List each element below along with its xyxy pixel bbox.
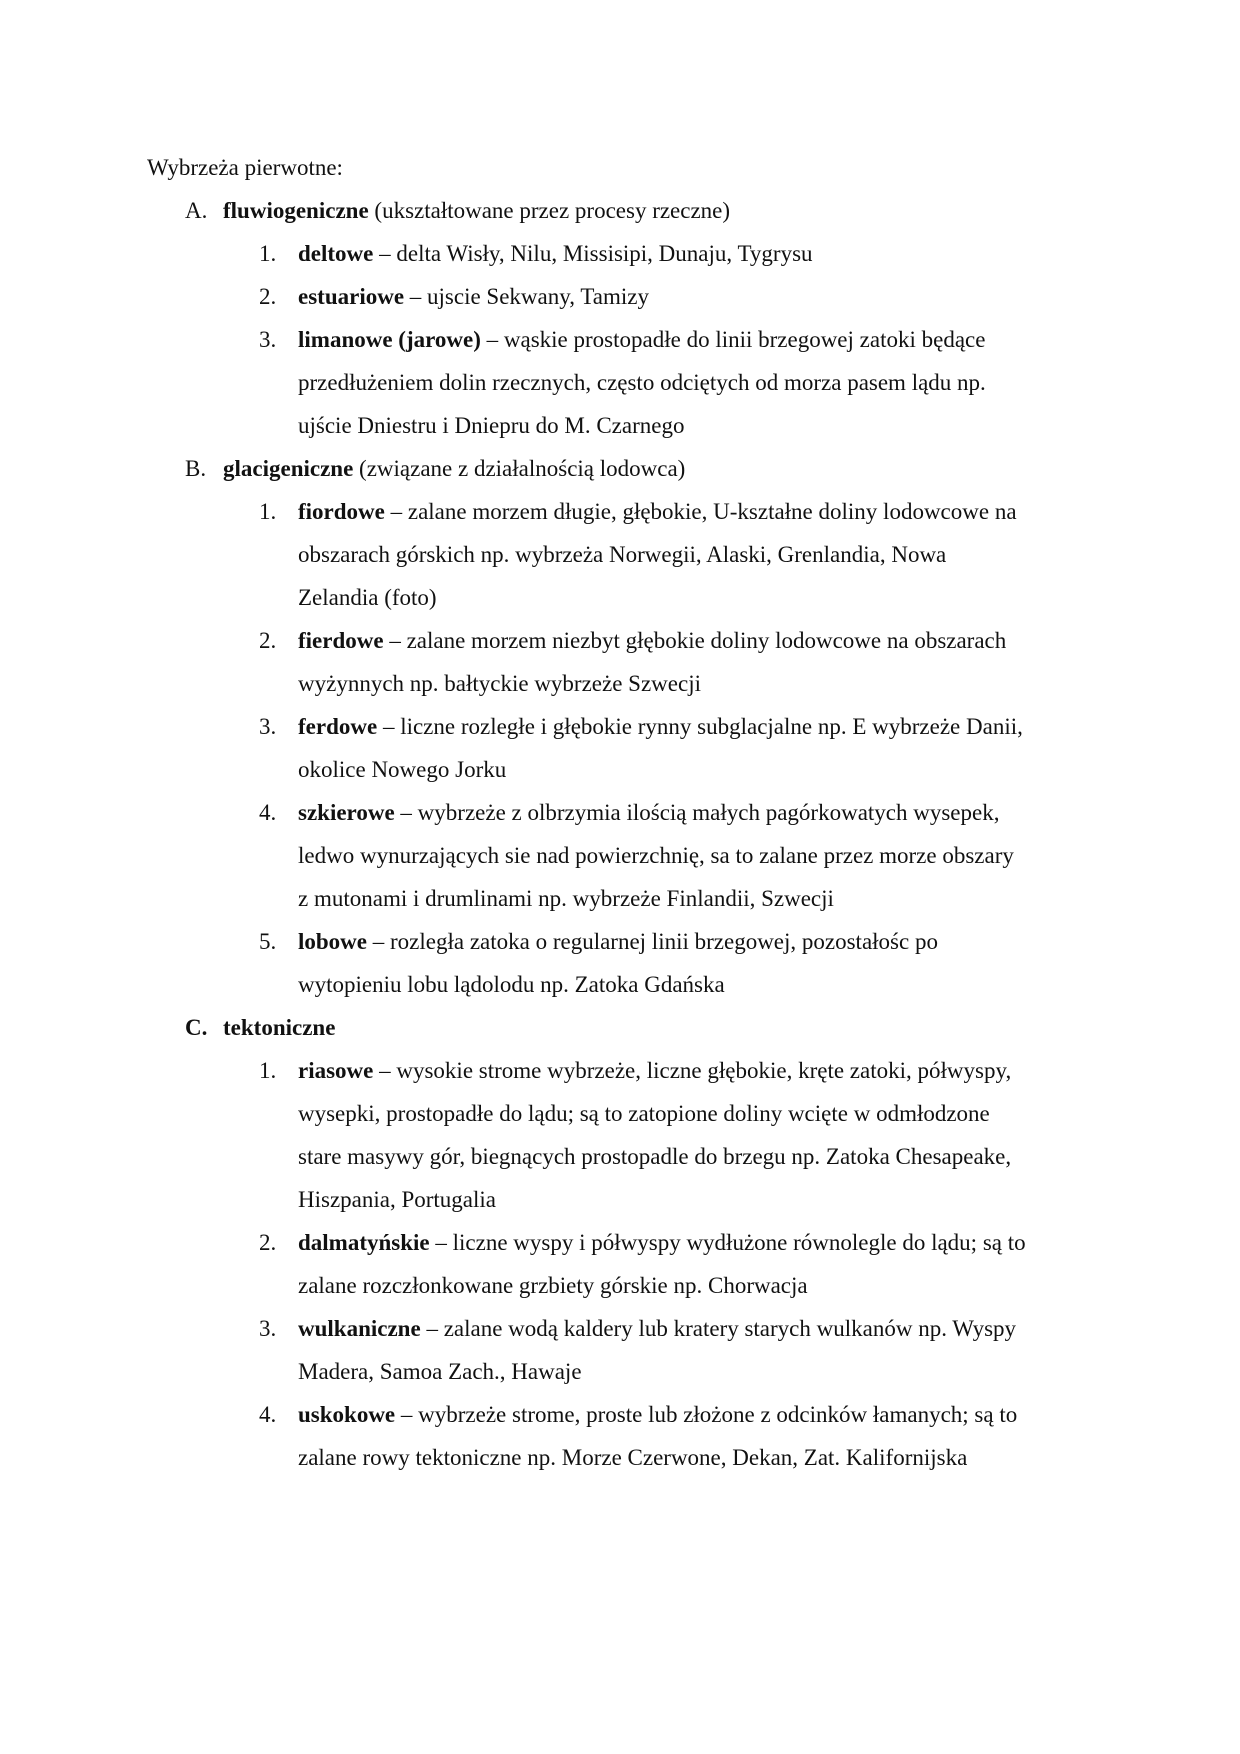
item-text: przedłużeniem dolin rzecznych, często odciętych od morza pasem lądu np. xyxy=(298,370,986,395)
list-item-body xyxy=(298,1307,1098,1393)
list-item-line xyxy=(298,705,1098,748)
list-item-line xyxy=(298,1350,1098,1393)
item-text: – wybrzeże z olbrzymia ilością małych pagórkowatych wysepek, xyxy=(394,800,1000,825)
list-item-line xyxy=(298,920,1098,963)
list-item-body xyxy=(298,490,1098,619)
section-heading-text xyxy=(223,1006,335,1049)
list-item-line xyxy=(298,1221,1098,1264)
list-item-line xyxy=(298,791,1098,834)
list-item-number: 4. xyxy=(259,1402,277,1427)
item-text: Hiszpania, Portugalia xyxy=(298,1187,497,1212)
list-item-body xyxy=(298,619,1098,705)
section-letter: C. xyxy=(185,1015,208,1040)
item-text: Zelandia (foto) xyxy=(298,585,437,610)
list-item-body xyxy=(298,232,1098,275)
item-text: – zalane morzem niezbyt głębokie doliny lodowcowe na obszarach xyxy=(383,628,1007,653)
list-item-body xyxy=(298,318,1098,447)
item-term: riasowe xyxy=(298,1058,374,1083)
list-item-body xyxy=(298,275,1098,318)
section-term: glacigeniczne xyxy=(223,456,354,481)
item-term: szkierowe xyxy=(298,800,395,825)
list-item xyxy=(0,1221,1240,1307)
item-term: fiordowe xyxy=(298,499,385,524)
list-item-line xyxy=(298,1307,1098,1350)
section-term: fluwiogeniczne xyxy=(223,198,369,223)
list-item-body xyxy=(298,1221,1098,1307)
item-text: z mutonami i drumlinami np. wybrzeże Finlandii, Szwecji xyxy=(298,886,834,911)
list-item-number: 5. xyxy=(259,929,277,954)
item-text: ujście Dniestru i Dniepru do M. Czarnego xyxy=(298,413,685,438)
item-text: wyżynnych np. bałtyckie wybrzeże Szwecji xyxy=(298,671,701,696)
item-text: zalane rowy tektoniczne np. Morze Czerwone, Dekan, Zat. Kalifornijska xyxy=(298,1445,968,1470)
list-item-line xyxy=(298,404,1098,447)
list-item xyxy=(0,920,1240,1006)
item-term: uskokowe xyxy=(298,1402,396,1427)
list-item-line xyxy=(298,834,1098,877)
section-description: (ukształtowane przez procesy rzeczne) xyxy=(368,198,731,223)
item-term: lobowe xyxy=(298,929,367,954)
item-text: okolice Nowego Jorku xyxy=(298,757,507,782)
list-item-number: 2. xyxy=(259,284,277,309)
item-text: ledwo wynurzających sie nad powierzchnię, sa to zalane przez morze obszary xyxy=(298,843,1014,868)
list-item-number: 4. xyxy=(259,800,277,825)
section-letter: A. xyxy=(185,198,208,223)
list-item-line xyxy=(298,361,1098,404)
item-text: obszarach górskich np. wybrzeża Norwegii, Alaski, Grenlandia, Nowa xyxy=(298,542,947,567)
sections-list xyxy=(0,189,1240,1479)
list-item-number: 3. xyxy=(259,1316,277,1341)
list-item-body xyxy=(298,1393,1098,1479)
list-item-number: 3. xyxy=(259,714,277,739)
item-term: fierdowe xyxy=(298,628,384,653)
item-term: ferdowe xyxy=(298,714,378,739)
list-item xyxy=(0,275,1240,318)
list-item-line xyxy=(298,490,1098,533)
item-text: – zalane wodą kaldery lub kratery starych wulkanów np. Wyspy xyxy=(420,1316,1017,1341)
section-heading-text xyxy=(223,189,730,232)
section-heading xyxy=(0,447,1240,490)
section-term: tektoniczne xyxy=(223,1015,336,1040)
list-item-line xyxy=(298,1393,1098,1436)
list-item xyxy=(0,791,1240,920)
list-item xyxy=(0,318,1240,447)
list-item-line xyxy=(298,576,1098,619)
item-text: – zalane morzem długie, głębokie, U-kształne doliny lodowcowe na xyxy=(384,499,1017,524)
list-item-body xyxy=(298,705,1098,791)
item-text: stare masywy gór, biegnących prostopadle do brzegu np. Zatoka Chesapeake, xyxy=(298,1144,1012,1169)
list-item-line xyxy=(298,1049,1098,1092)
section-description: (związane z działalnością lodowca) xyxy=(353,456,686,481)
item-text: – ujscie Sekwany, Tamizy xyxy=(404,284,649,309)
item-term: dalmatyńskie xyxy=(298,1230,430,1255)
list-item xyxy=(0,1393,1240,1479)
section-heading xyxy=(0,1006,1240,1049)
list-item-body xyxy=(298,791,1098,920)
document-title: Wybrzeża pierwotne: xyxy=(147,155,343,180)
list-item-body xyxy=(298,920,1098,1006)
list-item-line xyxy=(298,275,1098,318)
list-item-line xyxy=(298,1436,1098,1479)
section-heading-text xyxy=(223,447,685,490)
list-item-line xyxy=(298,1178,1098,1221)
list-item-line xyxy=(298,963,1098,1006)
list-item xyxy=(0,1049,1240,1221)
item-text: – rozległa zatoka o regularnej linii brzegowej, pozostałośc po xyxy=(367,929,938,954)
list-item-line xyxy=(298,662,1098,705)
list-item-number: 1. xyxy=(259,1058,277,1083)
list-item-line xyxy=(298,1264,1098,1307)
list-item xyxy=(0,1307,1240,1393)
item-text: – wysokie strome wybrzeże, liczne głębokie, kręte zatoki, półwyspy, xyxy=(373,1058,1012,1083)
list-item-line xyxy=(298,619,1098,662)
item-text: – liczne rozległe i głębokie rynny subglacjalne np. E wybrzeże Danii, xyxy=(377,714,1023,739)
item-term: deltowe xyxy=(298,241,374,266)
list-item-line xyxy=(298,1092,1098,1135)
list-item-line xyxy=(298,533,1098,576)
list-item-line xyxy=(298,318,1098,361)
list-item-number: 1. xyxy=(259,499,277,524)
list-item xyxy=(0,619,1240,705)
list-item-number: 2. xyxy=(259,628,277,653)
item-text: zalane rozczłonkowane grzbiety górskie np. Chorwacja xyxy=(298,1273,808,1298)
list-item-number: 1. xyxy=(259,241,277,266)
list-item-line xyxy=(298,1135,1098,1178)
list-item-body xyxy=(298,1049,1098,1221)
item-text: wysepki, prostopadłe do lądu; są to zatopione doliny wcięte w odmłodzone xyxy=(298,1101,990,1126)
item-term: limanowe (jarowe) xyxy=(298,327,481,352)
section-heading xyxy=(0,189,1240,232)
item-text: – wybrzeże strome, proste lub złożone z odcinków łamanych; są to xyxy=(395,1402,1018,1427)
item-term: estuariowe xyxy=(298,284,405,309)
list-item-line xyxy=(298,232,1098,275)
section-letter: B. xyxy=(185,456,207,481)
list-item xyxy=(0,232,1240,275)
list-item-number: 3. xyxy=(259,327,277,352)
item-term: wulkaniczne xyxy=(298,1316,421,1341)
list-item-line xyxy=(298,877,1098,920)
list-item-line xyxy=(298,748,1098,791)
list-item xyxy=(0,705,1240,791)
list-item xyxy=(0,490,1240,619)
item-text: Madera, Samoa Zach., Hawaje xyxy=(298,1359,582,1384)
item-text: – wąskie prostopadłe do linii brzegowej zatoki będące xyxy=(480,327,986,352)
list-item-number: 2. xyxy=(259,1230,277,1255)
item-text: – liczne wyspy i półwyspy wydłużone równolegle do lądu; są to xyxy=(429,1230,1026,1255)
item-text: – delta Wisły, Nilu, Missisipi, Dunaju, Tygrysu xyxy=(373,241,813,266)
item-text: wytopieniu lobu lądolodu np. Zatoka Gdańska xyxy=(298,972,725,997)
